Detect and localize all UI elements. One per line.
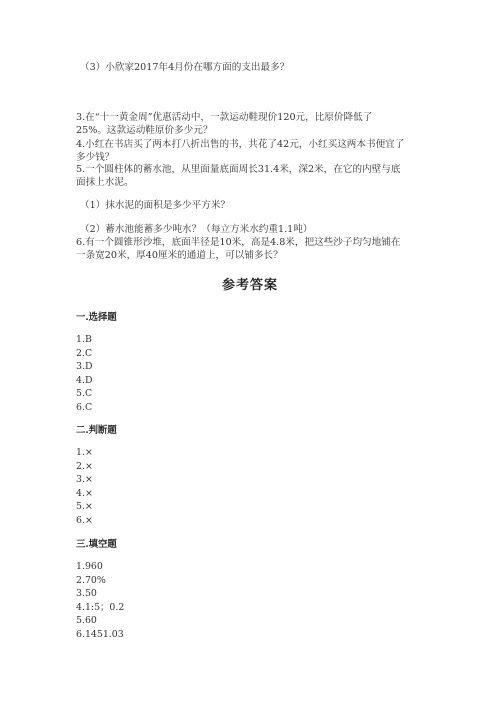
list-item: 2.70% — [76, 574, 106, 586]
question-5-line-2: 面抹上水泥。 — [76, 177, 134, 188]
list-item: 2.C — [76, 347, 93, 359]
list-item: 2.× — [76, 460, 93, 472]
list-item: 5.C — [76, 388, 93, 399]
answer-key-title: 参考答案 — [221, 278, 278, 293]
answer-list-judgement — [76, 446, 93, 527]
list-item: 1.960 — [76, 561, 103, 572]
section-heading-fill-in: 三.填空题 — [76, 539, 117, 550]
list-item: 4.× — [76, 487, 93, 499]
list-item: 1.× — [76, 447, 93, 458]
list-item: 6.× — [76, 514, 93, 526]
question-3-line-1: 3.在“十一黄金周”优惠活动中，一款运动鞋现价120元，比原价降低了 — [76, 112, 373, 123]
section-heading-judgement: 二.判断题 — [76, 425, 117, 436]
list-item: 1.B — [76, 334, 92, 345]
question-4-line-1: 4.小红在书店买了两本打八折出售的书，共花了42元，小红买这两本书便宜了 — [76, 139, 405, 150]
list-item: 5.60 — [76, 615, 97, 626]
question-6-line-1: 6.有一个圆锥形沙堆，底面半径是10米，高是4.8米，把这些沙子均匀地铺在 — [76, 237, 401, 248]
question-4-line-2: 多少钱？ — [76, 152, 115, 163]
question-5-part-2: （2）蓄水池能蓄多少吨水？（每立方米水约重1.1吨） — [80, 224, 313, 235]
question-6-line-2: 一条宽20米，厚40厘米的通道上，可以铺多长？ — [76, 250, 283, 261]
list-item: 6.1451.03 — [76, 628, 124, 640]
list-item: 3.50 — [76, 588, 97, 599]
list-item: 6.C — [76, 401, 93, 413]
list-item: 3.D — [76, 361, 93, 372]
question-2-part-3: （3）小欣家2017年4月份在哪方面的支出最多？ — [80, 62, 290, 73]
list-item: 3.× — [76, 474, 93, 485]
answer-list-choice — [76, 333, 92, 414]
section-heading-choice: 一.选择题 — [76, 312, 117, 323]
list-item: 4.D — [76, 374, 93, 386]
list-item: 4.1:5；0.2 — [76, 601, 125, 613]
question-5-part-1: （1）抹水泥的面积是多少平方米？ — [80, 200, 231, 211]
question-3-line-2: 25%。这款运动鞋原价多少元？ — [76, 125, 213, 136]
question-5-line-1: 5.一个圆柱体的蓄水池，从里面量底面周长31.4米，深2米，在它的内壁与底 — [76, 164, 401, 175]
list-item: 5.× — [76, 501, 93, 512]
answer-list-fill-in — [76, 560, 124, 641]
